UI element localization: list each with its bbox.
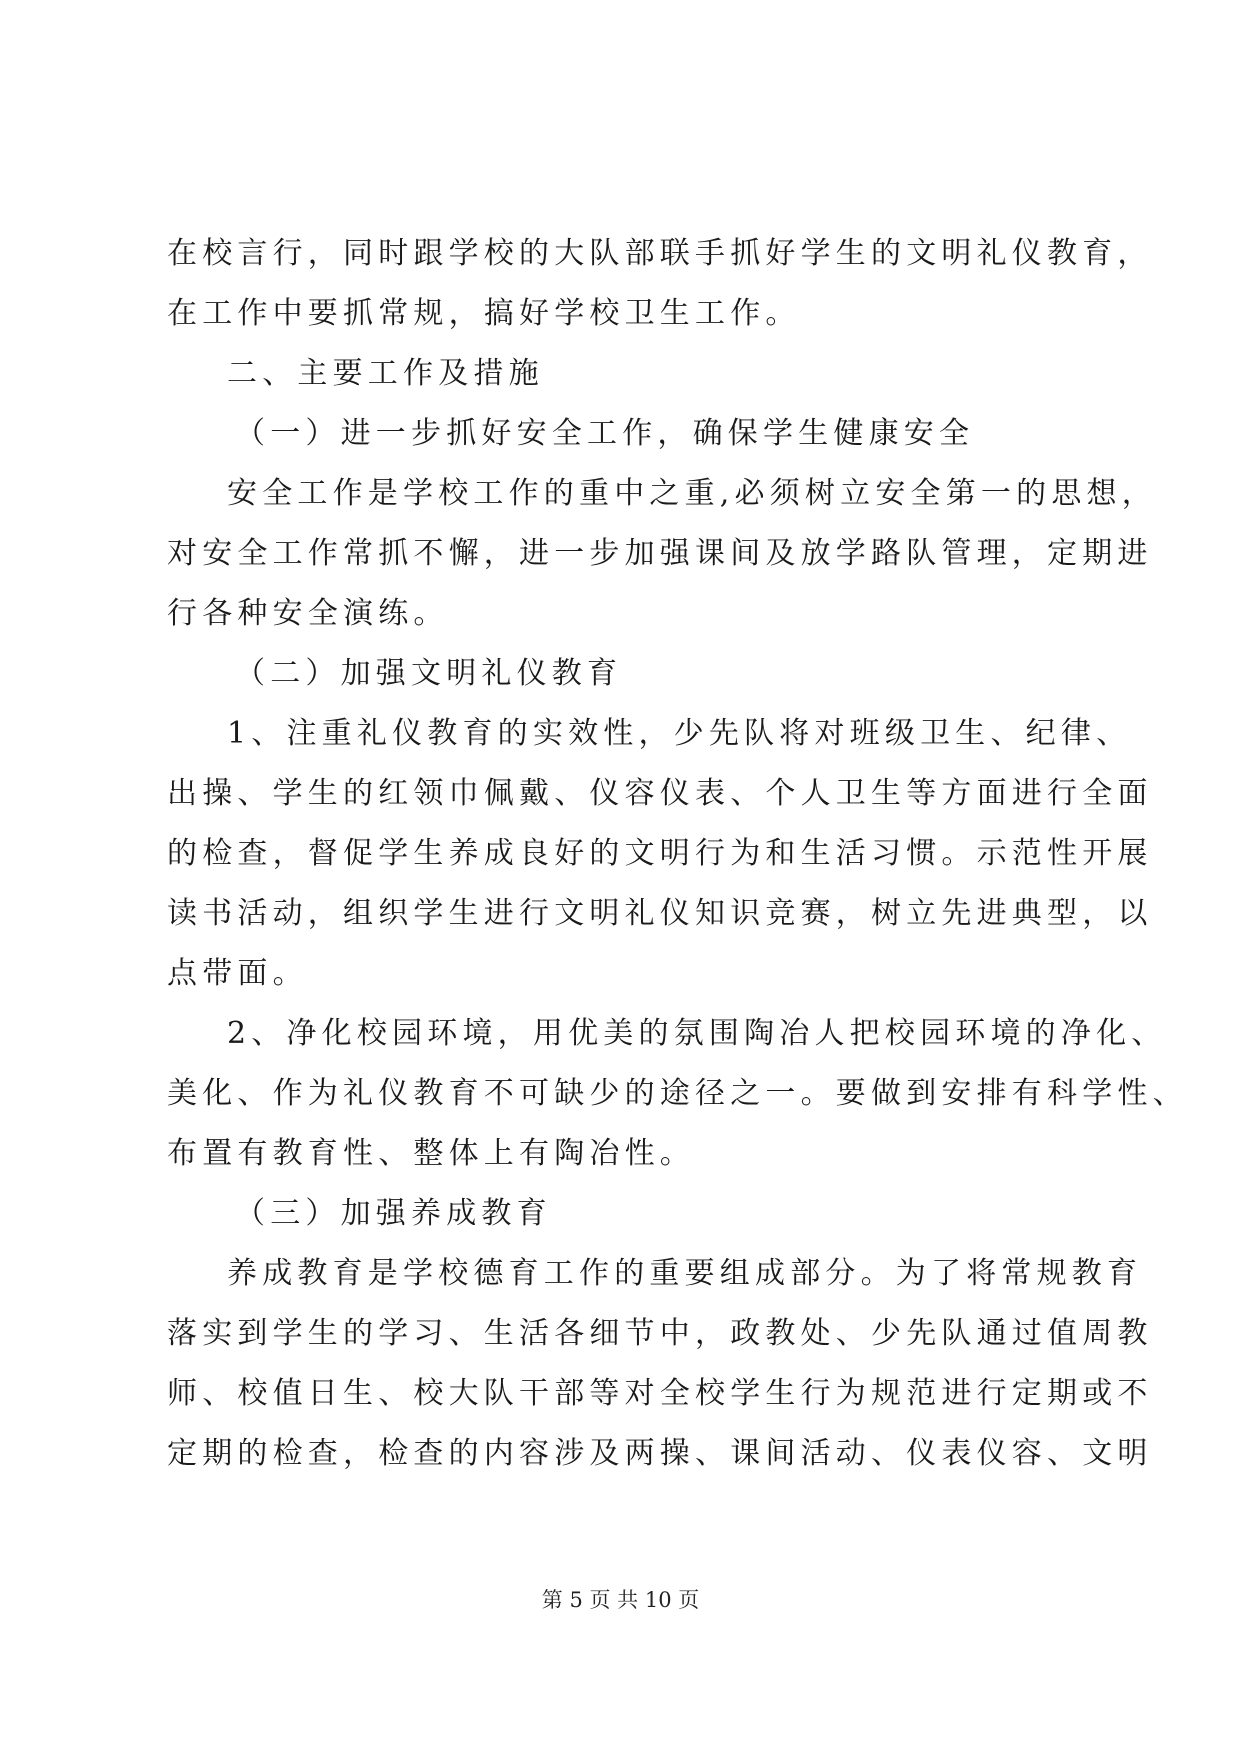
text-line: 师、校值日生、校大队干部等对全校学生行为规范进行定期或不 bbox=[167, 1376, 1153, 1411]
document-body bbox=[167, 224, 1188, 1484]
text-line: 点带面。 bbox=[167, 956, 308, 991]
text-line: 对安全工作常抓不懈，进一步加强课间及放学路队管理，定期进 bbox=[167, 536, 1153, 571]
subsection-heading: （一）进一步抓好安全工作，确保学生健康安全 bbox=[235, 416, 975, 451]
text-line: 美化、作为礼仪教育不可缺少的途径之一。要做到安排有科学性、 bbox=[167, 1076, 1188, 1111]
text-line: 定期的检查，检查的内容涉及两操、课间活动、仪表仪容、文明 bbox=[167, 1436, 1153, 1471]
text-line: 落实到学生的学习、生活各细节中，政教处、少先队通过值周教 bbox=[167, 1316, 1153, 1351]
text-line: 在校言行，同时跟学校的大队部联手抓好学生的文明礼仪教育， bbox=[167, 236, 1153, 271]
text-line: 行各种安全演练。 bbox=[167, 596, 449, 631]
text-line: 的检查，督促学生养成良好的文明行为和生活习惯。示范性开展 bbox=[167, 836, 1153, 871]
text-line: 1、注重礼仪教育的实效性，少先队将对班级卫生、纪律、 bbox=[227, 716, 1132, 751]
text-line: 在工作中要抓常规，搞好学校卫生工作。 bbox=[167, 296, 801, 331]
page-number-footer: 第 5 页 共 10 页 bbox=[541, 1588, 700, 1612]
text-line: 出操、学生的红领巾佩戴、仪容仪表、个人卫生等方面进行全面 bbox=[167, 776, 1153, 811]
section-heading: 二、主要工作及措施 bbox=[227, 356, 544, 391]
subsection-heading: （二）加强文明礼仪教育 bbox=[235, 656, 623, 691]
text-line: 养成教育是学校德育工作的重要组成部分。为了将常规教育 bbox=[227, 1256, 1143, 1291]
text-line: 安全工作是学校工作的重中之重,必须树立安全第一的思想， bbox=[227, 476, 1157, 511]
text-line: 读书活动，组织学生进行文明礼仪知识竞赛，树立先进典型，以 bbox=[167, 896, 1153, 931]
subsection-heading: （三）加强养成教育 bbox=[235, 1196, 552, 1231]
text-line: 2、净化校园环境，用优美的氛围陶冶人把校园环境的净化、 bbox=[227, 1016, 1167, 1051]
text-line: 布置有教育性、整体上有陶冶性。 bbox=[167, 1136, 695, 1171]
